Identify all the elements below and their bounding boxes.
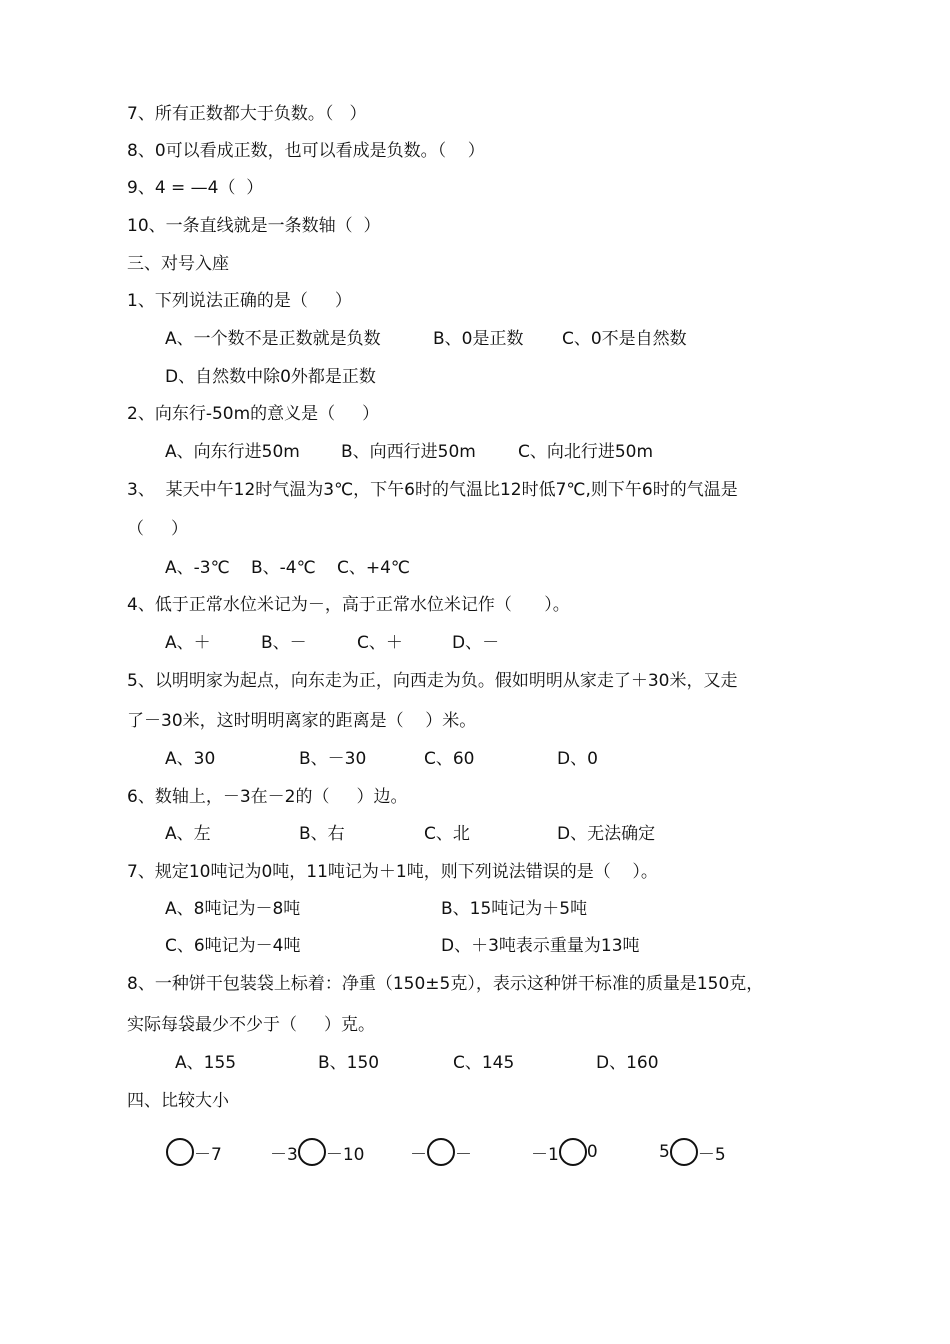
compare-item [270, 1132, 364, 1172]
compare-row [0, 1132, 950, 1172]
q7-option-a: A、8吨记为－8吨 [165, 899, 301, 919]
q3-stem: 3、 某天中午12时气温为3℃，下午6时的气温比12时低7℃,则下午6时的气温是 [127, 480, 738, 500]
q7-option-d: D、＋3吨表示重量为13吨 [441, 936, 640, 956]
q1-option-d: D、自然数中除0外都是正数 [165, 367, 376, 387]
q6-option-d: D、无法确定 [557, 824, 656, 844]
q4-option-a: A、＋ [165, 633, 211, 653]
q2-option-b: B、向西行进50m [341, 442, 476, 462]
compare-left: －1 [531, 1144, 559, 1165]
q8-option-d: D、160 [596, 1053, 659, 1073]
q5-option-a: A、30 [165, 749, 216, 769]
q1-option-a: A、一个数不是正数就是负数 [165, 329, 381, 349]
judge-q7: 7、所有正数都大于负数。（ ） [127, 104, 367, 124]
q2-option-c: C、向北行进50m [518, 442, 654, 462]
compare-circle-blank[interactable] [670, 1138, 698, 1166]
q8-stem-line2: 实际每袋最少不少于（ ）克。 [127, 1015, 376, 1035]
compare-right: －5 [697, 1144, 726, 1165]
compare-item [659, 1132, 726, 1172]
q8-stem-line1: 8、一种饼干包装袋上标着：净重（150±5克），表示这种饼干标准的质量是150克， [127, 974, 764, 994]
section3-title: 三、对号入座 [127, 254, 229, 274]
q7-option-c: C、6吨记为－4吨 [165, 936, 301, 956]
q4-option-c: C、＋ [357, 633, 403, 653]
q6-option-b: B、右 [299, 824, 345, 844]
compare-circle-blank[interactable] [427, 1138, 455, 1166]
compare-item [166, 1132, 222, 1172]
q6-option-a: A、左 [165, 824, 211, 844]
compare-circle-blank[interactable] [298, 1138, 326, 1166]
compare-item [531, 1132, 598, 1172]
q5-stem-line1: 5、以明明家为起点，向东走为正，向西走为负。假如明明从家走了＋30米，又走 [127, 671, 738, 691]
compare-left: －3 [270, 1144, 298, 1165]
judge-q10: 10、一条直线就是一条数轴（ ） [127, 216, 381, 236]
q6-stem: 6、数轴上，－3在－2的（ ）边。 [127, 787, 408, 807]
q4-option-d: D、－ [452, 633, 500, 653]
q4-option-b: B、－ [261, 633, 307, 653]
q3-blank: （ ） [127, 519, 189, 539]
compare-circle-blank[interactable] [559, 1138, 587, 1166]
judge-q8: 8、0可以看成正数，也可以看成是负数。（ ） [127, 141, 485, 161]
q8-option-a: A、155 [175, 1053, 237, 1073]
section4-title: 四、比较大小 [127, 1091, 229, 1111]
judge-q9: 9、4 = —4（ ） [127, 178, 264, 198]
q5-option-b: B、－30 [299, 749, 367, 769]
q5-option-c: C、60 [424, 749, 475, 769]
q8-option-c: C、145 [453, 1053, 515, 1073]
compare-left: 5 [659, 1142, 670, 1162]
compare-right: － [455, 1144, 472, 1165]
q7-option-b: B、15吨记为＋5吨 [441, 899, 588, 919]
q3-option-c: C、+4℃ [337, 558, 411, 578]
q8-option-b: B、150 [318, 1053, 380, 1073]
compare-left: － [410, 1144, 427, 1165]
q1-stem: 1、下列说法正确的是（ ） [127, 291, 352, 311]
q6-option-c: C、北 [424, 824, 470, 844]
q3-option-b: B、-4℃ [251, 558, 316, 578]
compare-item [410, 1132, 472, 1172]
compare-right: －10 [325, 1144, 365, 1165]
q7-stem: 7、规定10吨记为0吨，11吨记为＋1吨，则下列说法错误的是（ ）。 [127, 862, 658, 882]
compare-right: －7 [194, 1144, 222, 1165]
q5-option-d: D、0 [557, 749, 598, 769]
compare-right: 0 [586, 1142, 598, 1162]
q1-option-b: B、0是正数 [433, 329, 524, 349]
q2-option-a: A、向东行进50m [165, 442, 300, 462]
q5-stem-line2: 了－30米，这时明明离家的距离是（ ）米。 [127, 711, 477, 731]
q2-stem: 2、向东行-50m的意义是（ ） [127, 404, 380, 424]
q3-option-a: A、-3℃ [165, 558, 230, 578]
q1-option-c: C、0不是自然数 [562, 329, 687, 349]
compare-circle-blank[interactable] [166, 1138, 194, 1166]
q4-stem: 4、低于正常水位米记为－，高于正常水位米记作（ ）。 [127, 595, 570, 615]
